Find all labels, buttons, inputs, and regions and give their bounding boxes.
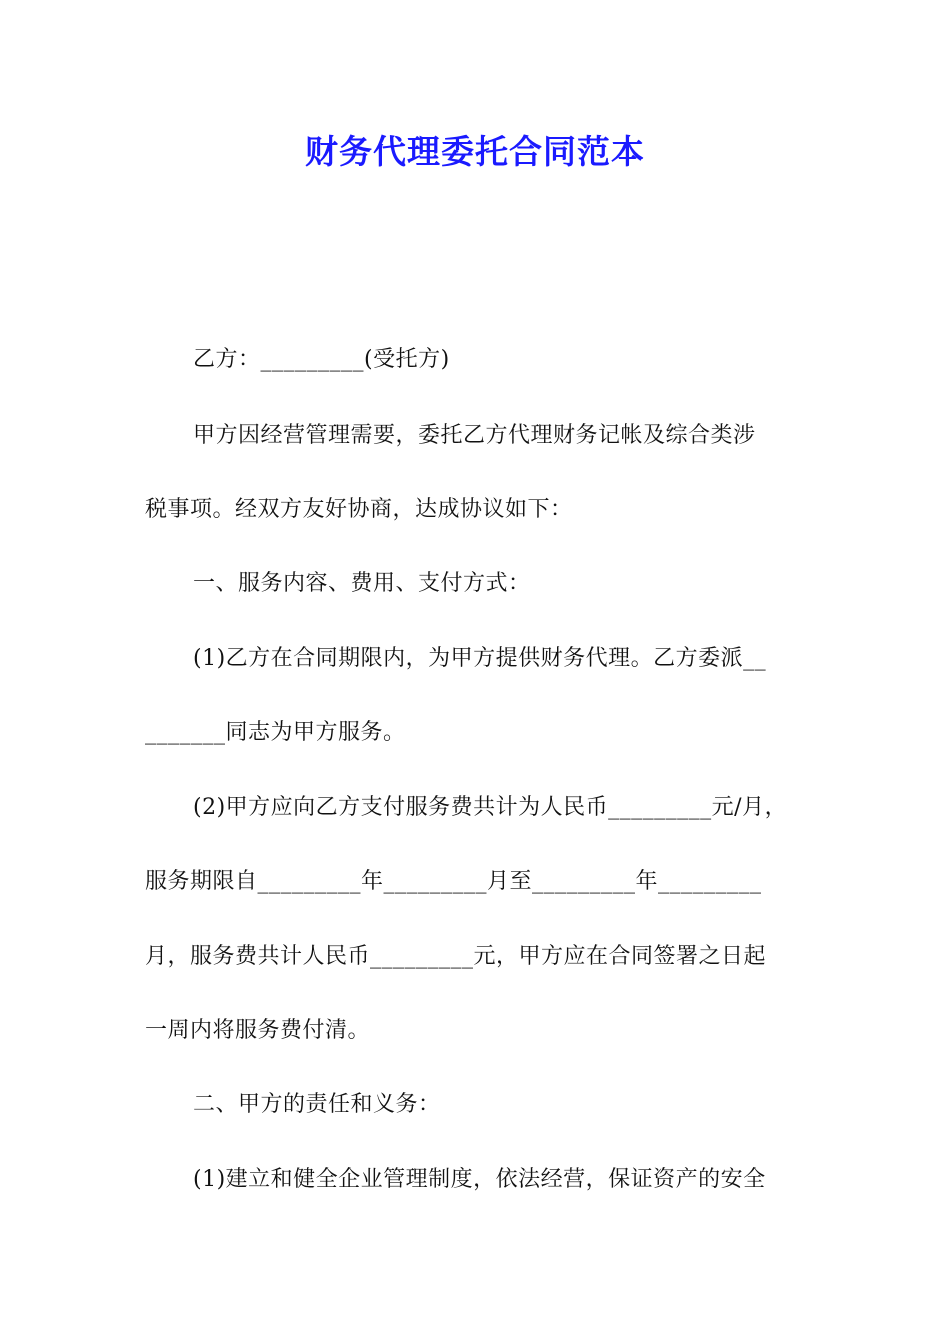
clause-1-line-2: _______同志为甲方服务。	[145, 720, 406, 745]
party-b-line: 乙方：_________(受托方)	[193, 347, 450, 372]
clause-1-line-1: (1)乙方在合同期限内，为甲方提供财务代理。乙方委派__	[193, 646, 767, 671]
document-title: 财务代理委托合同范本	[305, 132, 645, 171]
intro-paragraph-line-1: 甲方因经营管理需要，委托乙方代理财务记帐及综合类涉	[193, 423, 756, 448]
section-one-heading: 一、服务内容、费用、支付方式：	[193, 571, 531, 596]
intro-paragraph-line-2: 税事项。经双方友好协商，达成协议如下：	[145, 497, 573, 522]
section-two-heading: 二、甲方的责任和义务：	[193, 1092, 441, 1117]
clause-2-line-1: (2)甲方应向乙方支付服务费共计为人民币_________元/月，	[193, 795, 788, 820]
clause-2-line-2: 服务期限自_________年_________月至_________年_________	[145, 869, 762, 894]
section-two-clause-1-line-1: (1)建立和健全企业管理制度，依法经营，保证资产的安全	[193, 1167, 766, 1192]
clause-2-line-4: 一周内将服务费付清。	[145, 1018, 371, 1043]
clause-2-line-3: 月，服务费共计人民币_________元，甲方应在合同签署之日起	[145, 944, 767, 969]
